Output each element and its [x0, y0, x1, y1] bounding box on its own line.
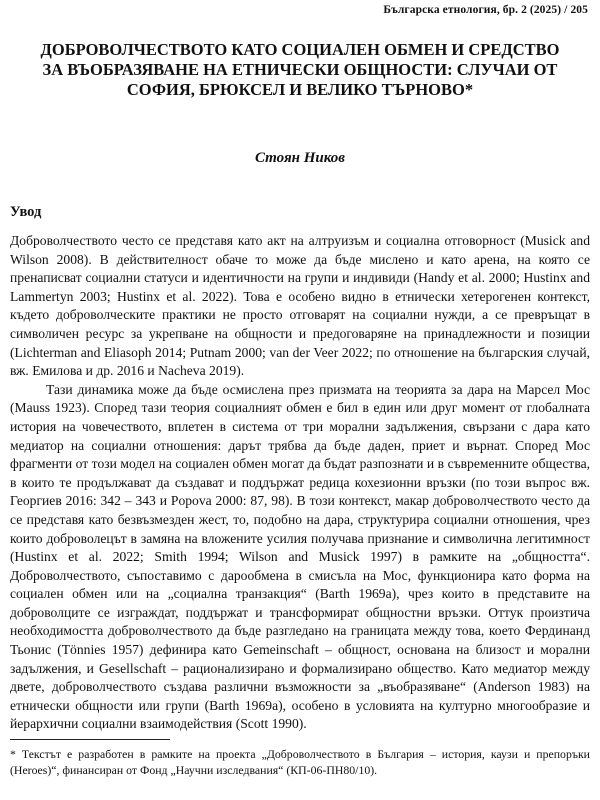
running-header: [383, 4, 588, 16]
author-name: Стоян Ников: [254, 150, 346, 166]
article-title: ДОБРОВОЛЧЕСТВОТО КАТО СОЦИАЛЕН ОБМЕН И СРЕДСТВО ЗА ВЪОБРАЗЯВАНЕ НА ЕТНИЧЕСКИ ОБЩНОСТИ: СЛУЧАИ ОТ СОФИЯ, БРЮКСЕЛ И ВЕЛИКО ТЪРНОВО*: [40, 40, 560, 99]
paragraph-2: Тази динамика може да бъде осмислена през призмата на теорията за дара на Марсел Мос (Mauss 1923). Според тази теория социалният обмен е бил в един или друг момент от глобалната история на човечеството, вплетен в система от три морални задължения, свързани с дара като медиатор на социални отношения: дарът трябва да бъде даден, приет и върнат. Според Мос фрагменти от този модел на социален обмен могат да бъдат разпознати и в съвременните общества, в които те продължават да създават и поддържат редица кохезионни връзки (по този въпрос вж. Георгиев 2016: 342 – 343 и Popova 2000: 87, 98). В този контекст, макар доброволчеството често да се представя като безвъзмезден жест, то, подобно на дара, структурира социални отношения, чрез които доброволецът в замяна на вложените усилия получава признание и символична легитимност (Hustinx et al. 2022; Smith 1994; Wilson and Musick 1997) в рамките на „общността“. Доброволчеството, съпоставимо с дарообмена в смисъла на Мос, функционира като форма на социален обмен или на „социална транзакция“ (Barth 1969a), чрез които в представите на доброволците се изграждат, поддържат и трансформират общностни връзки. Оттук произтича необходимостта доброволчеството да бъде разгледано на границата между това, което Фердинанд Тьонис (Tönnies 1957) дефинира като Gemeinschaft – общност, основана на близост и морални задължения, и Gesellschaft – рационализирано и формализирано общество. Като медиатор между двете, доброволчеството създава различни възможности за „въобразяване“ (Anderson 1983) на етнически общности или групи (Barth 1969a), особено в условията на културно многообразие и йерархични социални взаимодействия (Scott 1990).: [10, 381, 590, 732]
header-separator: /: [564, 4, 568, 16]
article-body: [10, 232, 590, 734]
footnote: * Текстът е разработен в рамките на проекта „Доброволчеството в България – история, каузи и препоръки (Heroes)“, финансиран от Фонд „Научни изследвания“ (КП-06-ПН80/10).: [10, 747, 590, 777]
footnote-divider: [10, 739, 170, 740]
page-number: 205: [570, 4, 588, 16]
journal-name: Българска етнология, бр. 2 (2025): [383, 4, 562, 16]
section-heading-introduction: Увод: [10, 204, 42, 220]
paragraph-1: Доброволчеството често се представя като акт на алтруизъм и социална отговорност (Musick and Wilson 2008). В действителност обаче то може да бъде мислено и като арена, на която се пренаписват социални статуси и идентичности на групи и индивиди (Handy et al. 2000; Hustinx and Lammertyn 2003; Hustinx et al. 2022). Това е особено видно в етнически хетерогенен контекст, където доброволческите практики не просто отговарят на социални нужди, а се превръщат в символичен ресурс за укрепване на общности и предоговаряне на принадлежности и позиции (Lichterman and Eliasoph 2014; Putnam 2000; van der Veer 2022; по отношение на българския случай, вж. Емилова и др. 2016 и Nacheva 2019).: [10, 233, 590, 379]
